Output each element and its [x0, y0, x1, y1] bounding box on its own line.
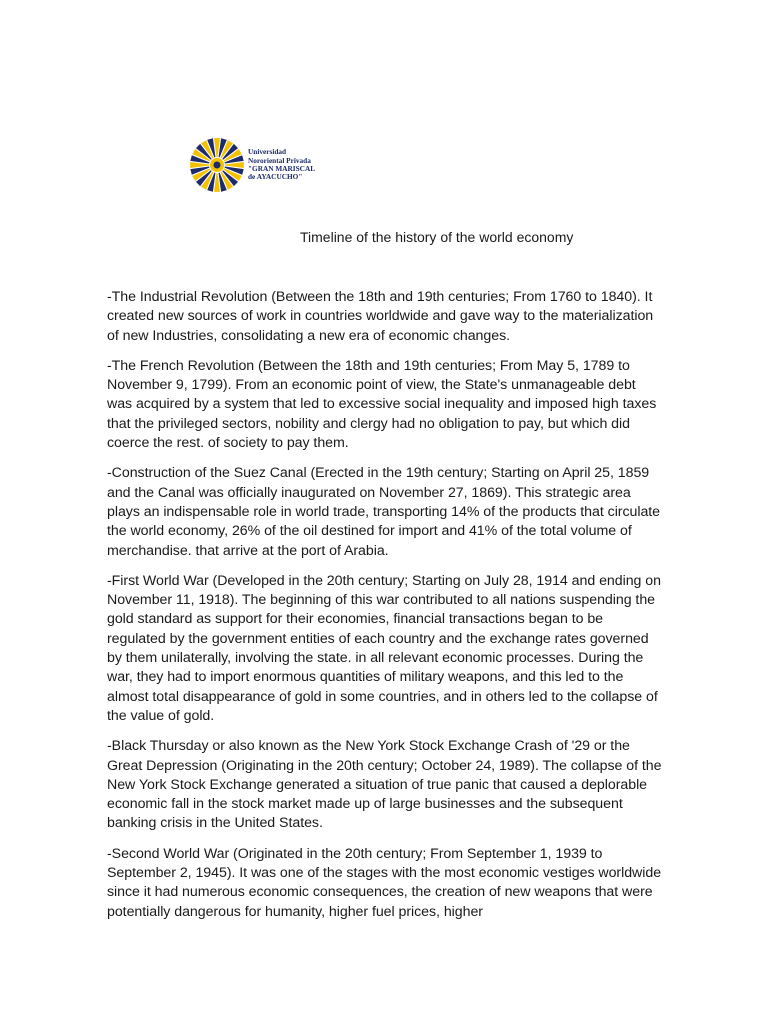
- paragraph-suez-canal: -Construction of the Suez Canal (Erected in the 19th century; Starting on April 25, 1859 and the Canal was officially inaugurated on November 27, 1869). This strategic area plays an indispensable role in world trade, transporting 14% of the products that circulate the world economy, 26% of the oil destined for import and 41% of the total volume of merchandise. that arrive at the port of Arabia.: [107, 465, 661, 559]
- logo-text-line-3: "GRAN MARISCAL: [248, 164, 316, 173]
- logo-text-line-2: Nororiental Privada: [248, 155, 311, 165]
- logo-text: [248, 148, 315, 182]
- sunburst-emblem-icon: [188, 136, 246, 194]
- paragraph-french-revolution: -The French Revolution (Between the 18th and 19th centuries; From May 5, 1789 to November 9, 1799). From an economic point of view, the State's unmanageable debt was acquired by a system that led to excessive social inequality and imposed high taxes that the privileged sectors, nobility and clergy had no obligation to pay, but which did coerce the rest. of society to pay them.: [107, 357, 657, 452]
- logo-text-line-4: de AYACUCHO": [248, 172, 303, 182]
- document-body: [107, 288, 663, 933]
- logo-text-line-1: Universidad: [248, 147, 287, 157]
- paragraph-black-thursday: -Black Thursday or also known as the New York Stock Exchange Crash of '29 or the Great Depression (Originating in the 20th century; October 24, 1989). The collapse of the New York Stock Exchange generated a situation of true panic that caused a deplorable economic fall in the stock market made up of large businesses and the subsequent banking crisis in the United States.: [107, 738, 662, 832]
- university-logo: [188, 134, 316, 196]
- paragraph-industrial-revolution: -The Industrial Revolution (Between the 18th and 19th centuries; From 1760 to 1840). It created new sources of work in countries worldwide and gave way to the materialization of new Industries, consolidating a new era of economic changes.: [107, 289, 654, 344]
- document-title: Timeline of the history of the world economy: [300, 229, 574, 245]
- paragraph-second-world-war: -Second World War (Originated in the 20th century; From September 1, 1939 to September 2, 1945). It was one of the stages with the most economic vestiges worldwide since it had numerous economic consequences, the creation of new weapons that were potentially dangerous for humanity, higher fuel prices, higher: [107, 845, 662, 920]
- paragraph-first-world-war: -First World War (Developed in the 20th century; Starting on July 28, 1914 and ending on November 11, 1918). The beginning of this war contributed to all nations suspending the gold standard as support for their economies, financial transactions began to be regulated by the government entities of each country and the exchange rates governed by them unilaterally, involving the state. in all relevant economic processes. During the war, they had to import enormous quantities of military weapons, and this led to the almost total disappearance of gold in some countries, and in others led to the collapse of the value of gold.: [107, 572, 661, 724]
- sunburst-core: [214, 162, 221, 169]
